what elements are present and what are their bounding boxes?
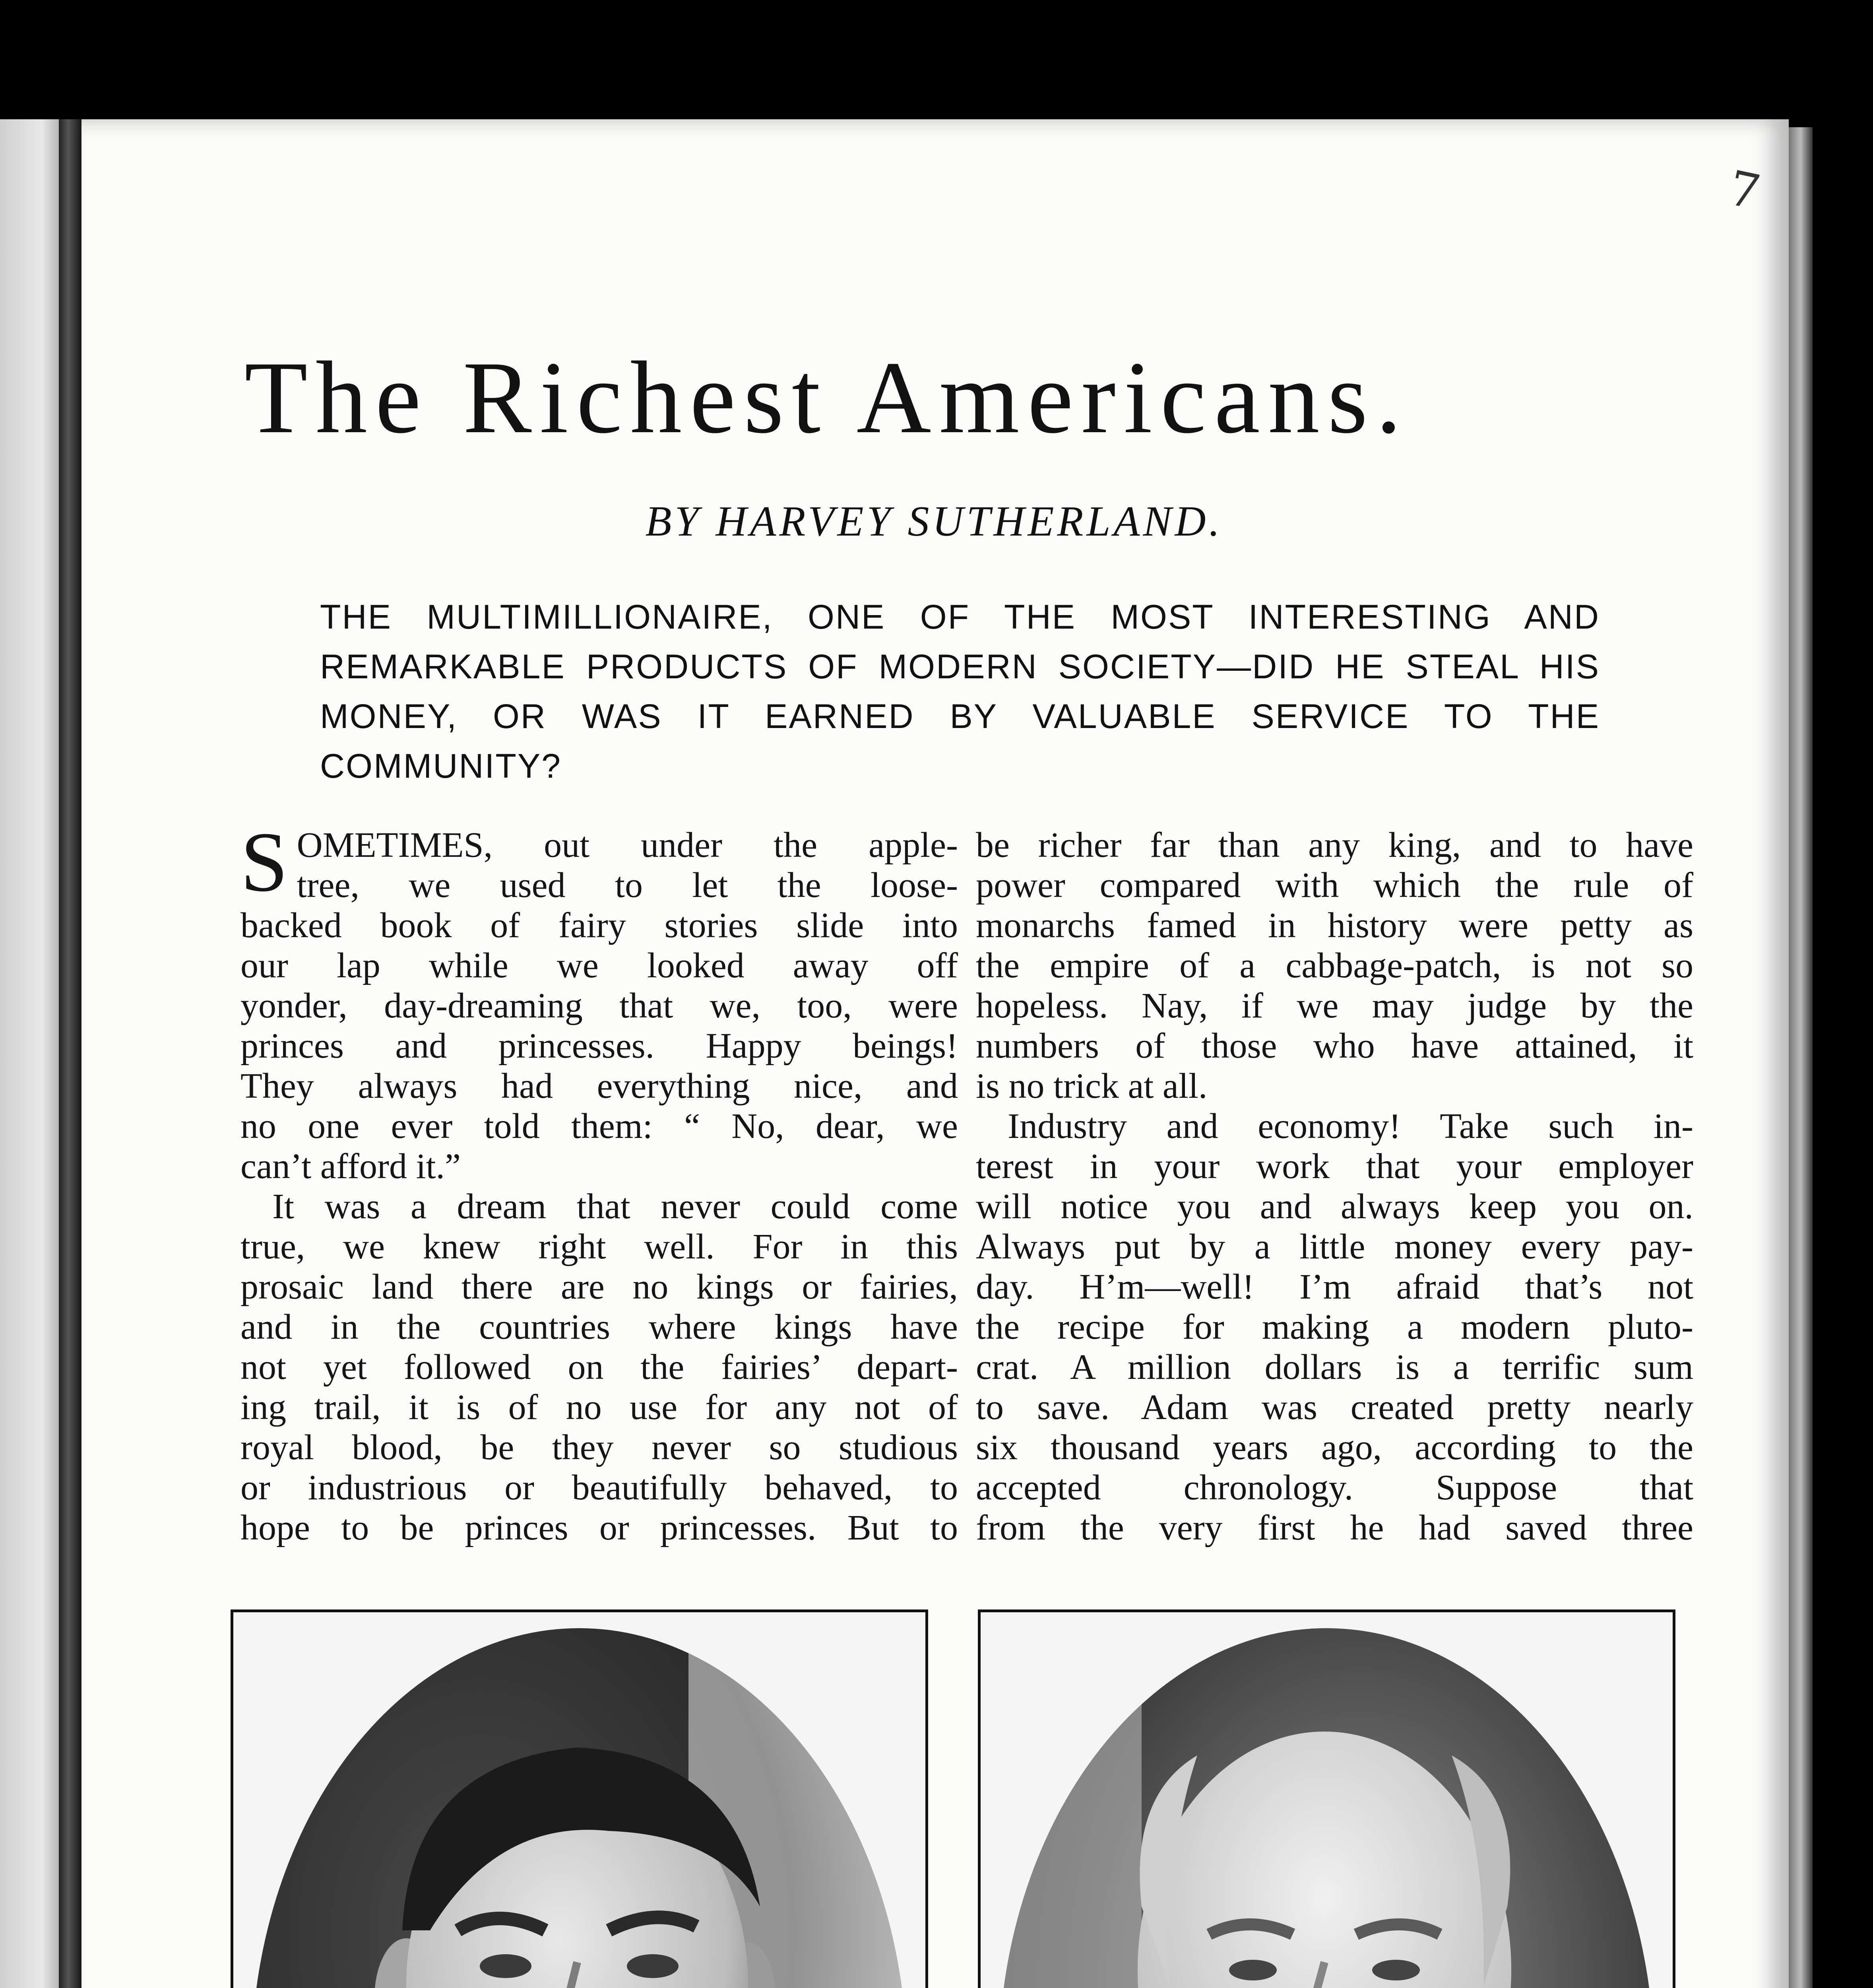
drop-cap: S xyxy=(240,814,288,909)
photo-frame-gould xyxy=(231,1609,928,1988)
column-line: terest in your work that your employer xyxy=(976,1147,1693,1186)
column-line: be richer far than any king, and to have xyxy=(976,825,1693,865)
column-line: true, we knew right well. For in this xyxy=(240,1227,958,1266)
column-line: accepted chronology. Suppose that xyxy=(976,1468,1693,1507)
portrait-gould xyxy=(251,1628,907,1988)
column-line: can’t afford it.” xyxy=(240,1147,461,1186)
column-line: six thousand years ago, according to the xyxy=(976,1428,1693,1467)
column-line: OMETIMES, out under the apple- xyxy=(297,825,958,865)
article-title: The Richest Americans. xyxy=(244,340,1410,455)
left-text-column xyxy=(240,814,958,1548)
column-line: and in the countries where kings have xyxy=(240,1307,958,1347)
column-line: numbers of those who have attained, it xyxy=(976,1026,1693,1066)
column-line: the recipe for making a modern pluto- xyxy=(976,1307,1693,1347)
column-line: It was a dream that never could come xyxy=(272,1187,958,1226)
column-line: power compared with which the rule of xyxy=(976,866,1693,905)
column-line: princes and princesses. Happy beings! xyxy=(240,1026,958,1066)
column-line: backed book of fairy stories slide into xyxy=(240,906,958,945)
book-spine xyxy=(59,119,83,1988)
column-line: Industry and economy! Take such in- xyxy=(1008,1107,1693,1146)
column-line: or industrious or beautifully behaved, to xyxy=(240,1468,958,1507)
column-line: tree, we used to let the loose- xyxy=(297,866,958,905)
column-line: to save. Adam was created pretty nearly xyxy=(976,1388,1693,1427)
adjacent-page-strip xyxy=(0,119,60,1988)
column-line: is no trick at all. xyxy=(976,1066,1208,1106)
column-line: prosaic land there are no kings or fairies, xyxy=(240,1267,958,1307)
portrait-havemeyer xyxy=(999,1628,1654,1988)
column-line: yonder, day-dreaming that we, too, were xyxy=(240,986,958,1025)
article-byline: BY HARVEY SUTHERLAND. xyxy=(645,498,1223,545)
photo-frame-havemeyer xyxy=(978,1609,1675,1988)
portrait-gould-image xyxy=(251,1628,907,1988)
column-line: They always had everything nice, and xyxy=(240,1066,958,1106)
column-line: the empire of a cabbage-patch, is not so xyxy=(976,946,1693,985)
column-line: our lap while we looked away off xyxy=(240,946,958,985)
column-line: monarchs famed in history were petty as xyxy=(976,906,1693,945)
column-line: hopeless. Nay, if we may judge by the xyxy=(976,986,1693,1025)
column-line: Always put by a little money every pay- xyxy=(976,1227,1693,1266)
column-line: from the very first he had saved three xyxy=(976,1508,1693,1547)
column-line: will notice you and always keep you on. xyxy=(976,1187,1693,1226)
right-text-column xyxy=(976,825,1693,1548)
column-line: royal blood, be they never so studious xyxy=(240,1428,958,1467)
page-right-edge xyxy=(1789,127,1813,1988)
column-line: hope to be princes or princesses. But to xyxy=(240,1508,958,1547)
column-line: not yet followed on the fairies’ depart- xyxy=(240,1347,958,1387)
column-line: crat. A million dollars is a terrific sum xyxy=(976,1347,1693,1387)
column-line: ing trail, it is of no use for any not of xyxy=(240,1388,958,1427)
portrait-havemeyer-image xyxy=(999,1628,1654,1988)
page-number-mark: 7 xyxy=(1724,160,1765,221)
column-line: day. H’m—well! I’m afraid that’s not xyxy=(976,1267,1693,1307)
column-line: no one ever told them: “ No, dear, we xyxy=(240,1107,958,1146)
article-deck: THE MULTIMILLIONAIRE, ONE OF THE MOST INTERESTING AND REMARKABLE PRODUCTS OF MODERN SOCIETY—DID HE STEAL HIS MONEY, OR WAS IT EARNED BY VALUABLE SERVICE TO THE COMMUNITY? xyxy=(320,598,1600,785)
